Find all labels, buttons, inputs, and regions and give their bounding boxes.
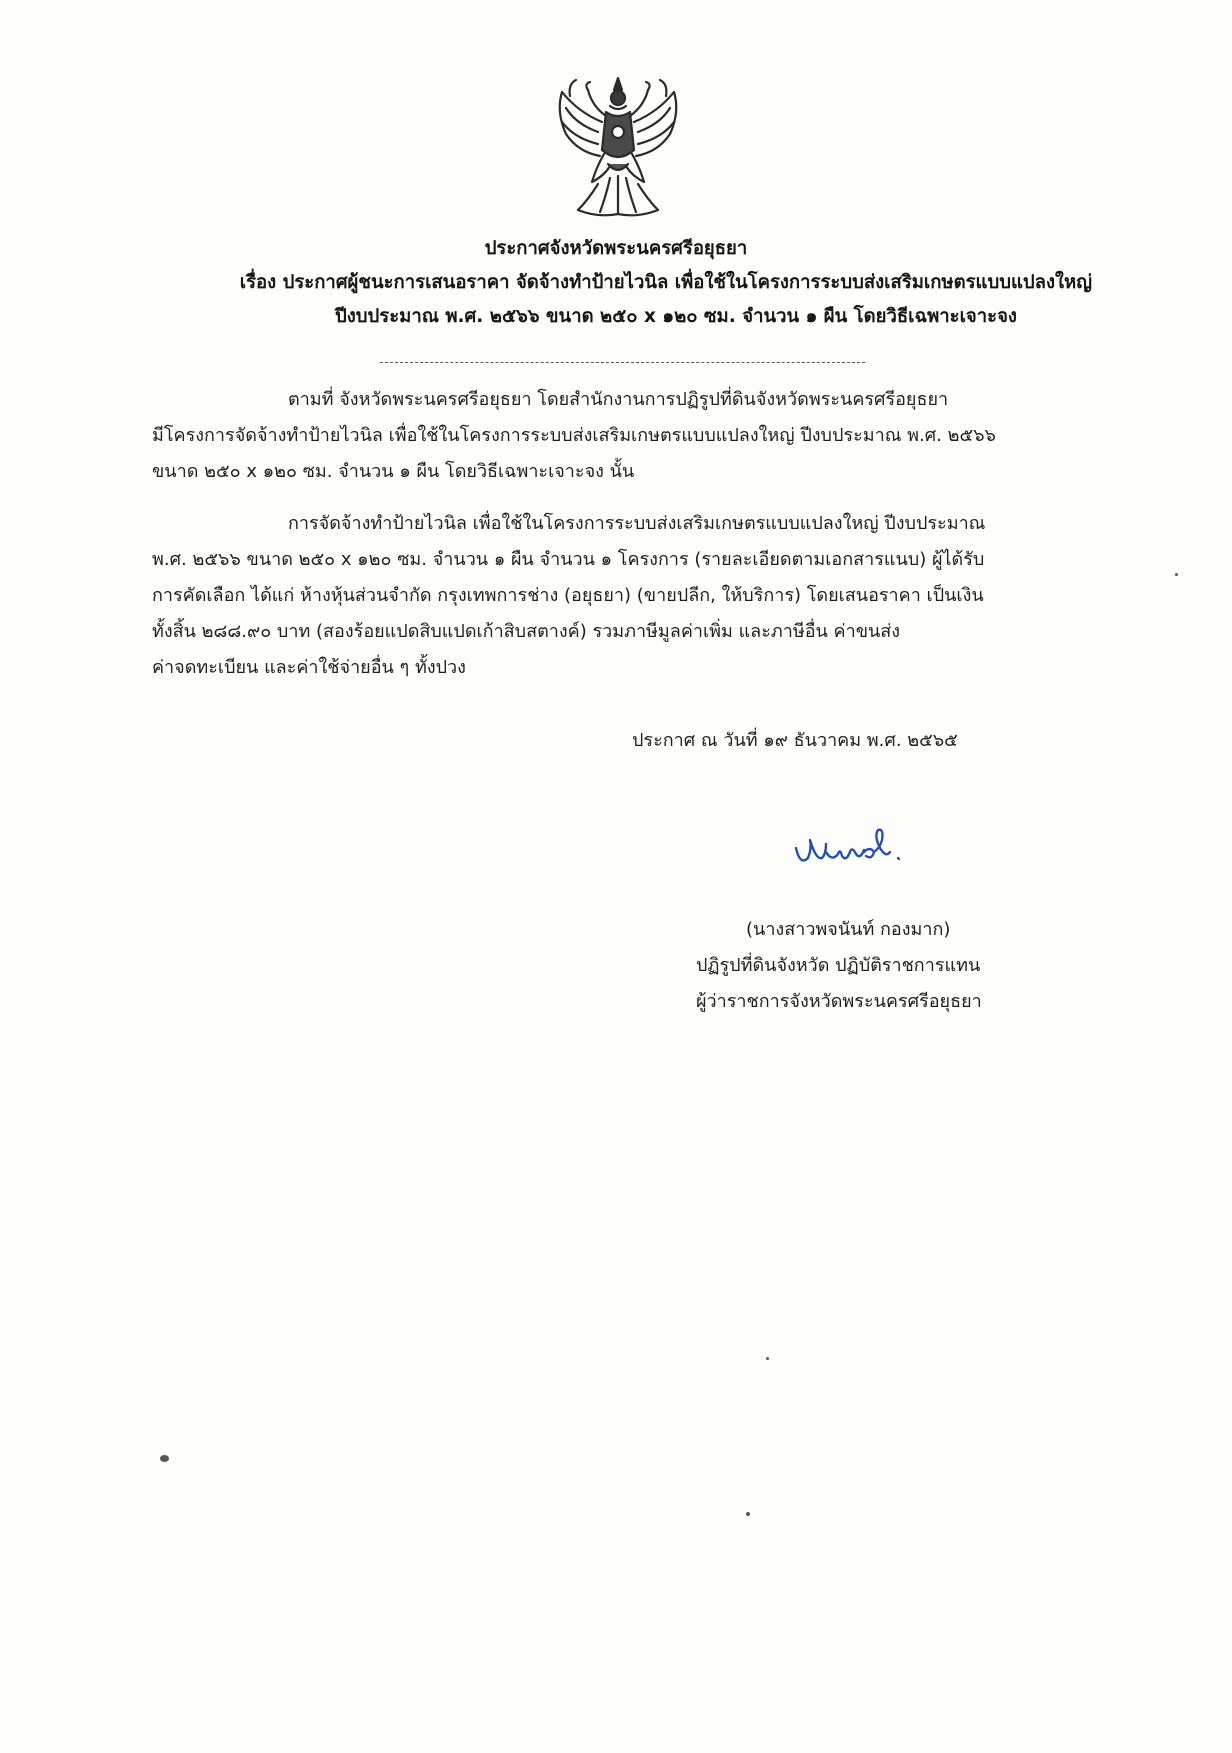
signatory-position: ปฏิรูปที่ดินจังหวัด ปฏิบัติราชการแทน <box>696 955 981 976</box>
scan-speck <box>1175 573 1178 576</box>
paragraph-2-line: ทั้งสิ้น ๒๘๘.๙๐ บาท (สองร้อยแปดสิบแปดเก้าสิบสตางค์) รวมภาษีมูลค่าเพิ่ม และภาษีอื่น ค่าขนส่ง <box>152 621 901 642</box>
paragraph-1-line: มีโครงการจัดจ้างทำป้ายไวนิล เพื่อใช้ในโครงการระบบส่งเสริมเกษตรแบบแปลงใหญ่ ปีงบประมาณ พ.ศ. ๒๕๖๖ <box>152 425 996 446</box>
document-title <box>140 232 1092 334</box>
signature-icon <box>786 818 946 878</box>
announcement-date: ประกาศ ณ วันที่ ๑๙ ธันวาคม พ.ศ. ๒๕๖๕ <box>632 730 958 751</box>
paragraph-2-line: การคัดเลือก ได้แก่ ห้างหุ้นส่วนจำกัด กรุงเทพการช่าง (อยุธยา) (ขายปลีก, ให้บริการ) โดยเสนอราคา เป็นเงิน <box>152 585 984 606</box>
title-line-2: เรื่อง ประกาศผู้ชนะการเสนอราคา จัดจ้างทำป้ายไวนิล เพื่อใช้ในโครงการระบบส่งเสริมเกษตรแบบแปลงใหญ่ <box>239 272 1092 293</box>
header-divider <box>380 362 865 363</box>
title-line-3: ปีงบประมาณ พ.ศ. ๒๕๖๖ ขนาด ๒๕๐ x ๑๒๐ ซม. จำนวน ๑ ผืน โดยวิธีเฉพาะเจาะจง <box>335 306 1017 327</box>
signatory-block <box>640 912 1060 1020</box>
paragraph-1 <box>152 382 1090 490</box>
scan-speck <box>766 1357 769 1360</box>
paragraph-2-line: ค่าจดทะเบียน และค่าใช้จ่ายอื่น ๆ ทั้งปวง <box>152 657 466 678</box>
paragraph-2-line: พ.ศ. ๒๕๖๖ ขนาด ๒๕๐ x ๑๒๐ ซม. จำนวน ๑ ผืน จำนวน ๑ โครงการ (รายละเอียดตามเอกสารแนบ) ผู้ได้รับ <box>152 549 985 570</box>
scan-speck <box>746 1512 750 1516</box>
paragraph-1-line: ขนาด ๒๕๐ x ๑๒๐ ซม. จำนวน ๑ ผืน โดยวิธีเฉพาะเจาะจง นั้น <box>152 461 635 482</box>
paragraph-2-line: การจัดจ้างทำป้ายไวนิล เพื่อใช้ในโครงการระบบส่งเสริมเกษตรแบบแปลงใหญ่ ปีงบประมาณ <box>288 513 986 534</box>
paragraph-2 <box>152 506 1090 686</box>
title-line-1: ประกาศจังหวัดพระนครศรีอยุธยา <box>484 238 748 259</box>
signatory-name: (นางสาวพจนันท์ กองมาก) <box>746 919 951 940</box>
signatory-office: ผู้ว่าราชการจังหวัดพระนครศรีอยุธยา <box>696 991 982 1012</box>
scan-speck <box>160 1455 169 1462</box>
garuda-emblem-icon <box>548 72 688 222</box>
paragraph-1-line: ตามที่ จังหวัดพระนครศรีอยุธยา โดยสำนักงานการปฏิรูปที่ดินจังหวัดพระนครศรีอยุธยา <box>288 389 949 410</box>
